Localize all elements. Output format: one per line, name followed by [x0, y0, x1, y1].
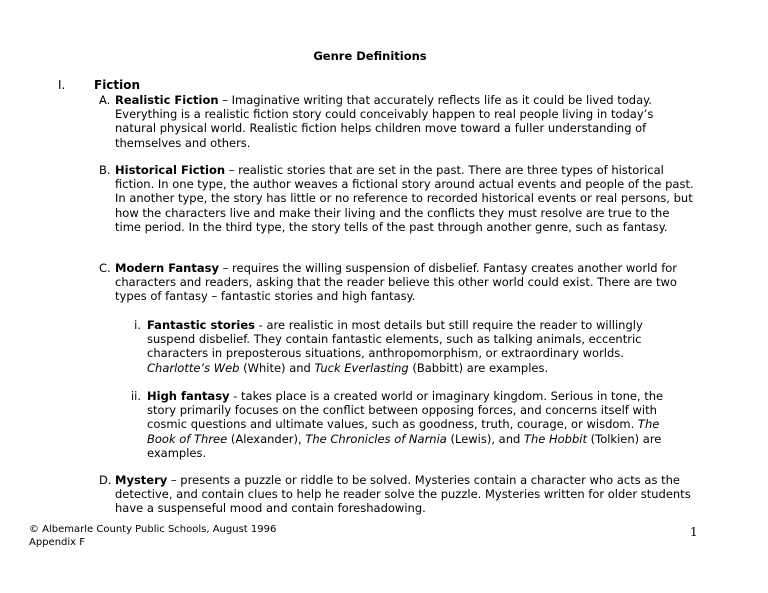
page-footer — [29, 523, 276, 549]
footer-appendix: Appendix F — [29, 537, 86, 548]
entry-marker: D. — [99, 473, 112, 487]
subentry-fantastic-stories — [134, 318, 667, 375]
subentry-text: - takes place is a created world or imaginary kingdom. Serious in tone, the story primarily focuses on the conflict between opposing forces, and concerns itself with cosmic questions and ultimate values, such as goodness, truth, courage, or wisdom. — [147, 389, 664, 432]
subentry-term: High fantasy — [147, 389, 230, 403]
book-title: The Chronicles of Narnia — [305, 431, 447, 446]
subentry-text: (White) and — [239, 360, 315, 375]
book-title: Charlotte’s Web — [147, 360, 240, 375]
subentry-text: - are realistic in most details but still require the reader to willingly suspend disbelief. They contain fantastic elements, such as talking animals, eccentric characters in preposterous situations, anthropomorphism, or extraordinary worlds. — [147, 318, 643, 361]
section-heading: Fiction — [94, 78, 141, 92]
entry-modern-fantasy — [99, 261, 699, 304]
entry-text: – requires the willing suspension of disbelief. Fantasy creates another world for characters and readers, asking that the reader believe this other world could exist. There are two types of fantasy – fantastic stories and high fantasy. — [115, 261, 678, 304]
entry-term: Historical Fiction — [115, 163, 226, 177]
entry-marker: C. — [99, 261, 111, 275]
entry-mystery — [99, 473, 697, 516]
entry-marker: A. — [99, 93, 111, 107]
subentry-text: (Lewis), and — [446, 431, 524, 446]
footer-copyright: © Albemarle County Public Schools, August 1996 — [29, 524, 277, 535]
subentry-text: (Alexander), — [227, 431, 306, 446]
subentry-text: (Tolkien) are examples. — [147, 431, 662, 460]
entry-historical-fiction — [99, 163, 695, 234]
entry-term: Realistic Fiction — [115, 93, 219, 107]
entry-term: Modern Fantasy — [115, 261, 219, 275]
subentry-marker: i. — [134, 318, 141, 332]
subentry-term: Fantastic stories — [147, 318, 255, 332]
book-title: Tuck Everlasting — [314, 360, 409, 375]
entry-text: – realistic stories that are set in the past. There are three types of historical fiction. In one type, the author weaves a fictional story around actual events and people of the past. In another type, the story has little or no reference to recorded historical events or real persons, but how the characters live and make their living and the conflicts they must resolve are true to the time period. In the third type, the story tells of the past through another genre, such as fantasy. — [115, 163, 694, 234]
book-title: The Hobbit — [523, 431, 587, 446]
subentry-marker: ii. — [130, 389, 141, 403]
subentry-text: (Babbitt) are examples. — [408, 360, 549, 375]
book-title: The Book of Three — [147, 417, 660, 446]
entry-realistic-fiction — [99, 93, 675, 150]
entry-marker: B. — [99, 163, 111, 177]
entry-term: Mystery — [115, 473, 168, 487]
page-title: Genre Definitions — [313, 49, 427, 63]
page-number: 1 — [690, 525, 698, 539]
entry-text: – Imaginative writing that accurately reflects life as it could be lived today. Everything is a realistic fiction story could conceivably happen to real people living in today’s natural physical world. Realistic fiction helps children move toward a fuller understanding of themselves and others. — [115, 93, 654, 150]
subentry-high-fantasy — [130, 389, 687, 460]
section-numeral: I. — [58, 78, 66, 92]
entry-text: – presents a puzzle or riddle to be solved. Mysteries contain a character who acts as the detective, and contain clues to help he reader solve the puzzle. Mysteries written for older students have a suspenseful mood and contain foreshadowing. — [115, 473, 691, 516]
